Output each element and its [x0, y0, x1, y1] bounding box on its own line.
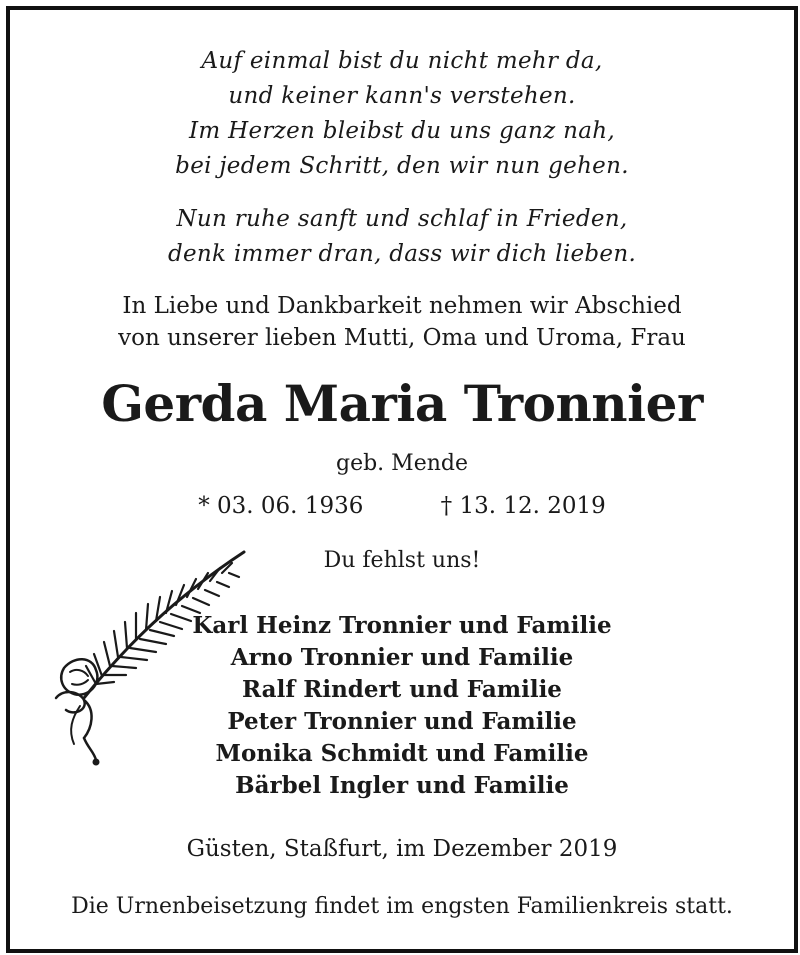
intro-line: von unserer lieben Mutti, Oma und Uroma, Frau: [118, 325, 686, 351]
missing-you-text: Du fehlst uns!: [323, 548, 481, 573]
poem-line: Nun ruhe sanft und schlaf in Frieden,: [176, 206, 628, 232]
death-date: † 13. 12. 2019: [440, 493, 606, 519]
life-dates: [10, 493, 794, 519]
maiden-name: geb. Mende: [336, 451, 468, 476]
deceased-name: Gerda Maria Tronnier: [101, 374, 703, 433]
mourner: Ralf Rindert und Familie: [242, 676, 562, 703]
birth-date: * 03. 06. 1936: [198, 493, 364, 519]
mourner: Monika Schmidt und Familie: [215, 740, 589, 767]
mourner: Arno Tronnier und Familie: [230, 644, 574, 671]
poem-stanza-1: [10, 44, 794, 184]
obituary-frame: [6, 6, 798, 953]
poem-stanza-2: [10, 202, 794, 272]
mourner: Peter Tronnier und Familie: [227, 708, 577, 735]
place-and-date: Güsten, Staßfurt, im Dezember 2019: [186, 836, 618, 862]
poem-line: Im Herzen bleibst du uns ganz nah,: [189, 118, 615, 144]
poem-line: Auf einmal bist du nicht mehr da,: [201, 48, 603, 74]
mourner: Bärbel Ingler und Familie: [235, 772, 569, 799]
mourner: Karl Heinz Tronnier und Familie: [192, 612, 612, 639]
mourners-list: [10, 610, 794, 802]
intro-line: In Liebe und Dankbarkeit nehmen wir Abschied: [122, 293, 682, 319]
poem-line: und keiner kann's verstehen.: [228, 83, 576, 109]
poem-line: denk immer dran, dass wir dich lieben.: [167, 241, 637, 267]
intro-text: [10, 290, 794, 354]
poem-line: bei jedem Schritt, den wir nun gehen.: [175, 153, 629, 179]
burial-note: Die Urnenbeisetzung findet im engsten Familienkreis statt.: [71, 894, 733, 919]
